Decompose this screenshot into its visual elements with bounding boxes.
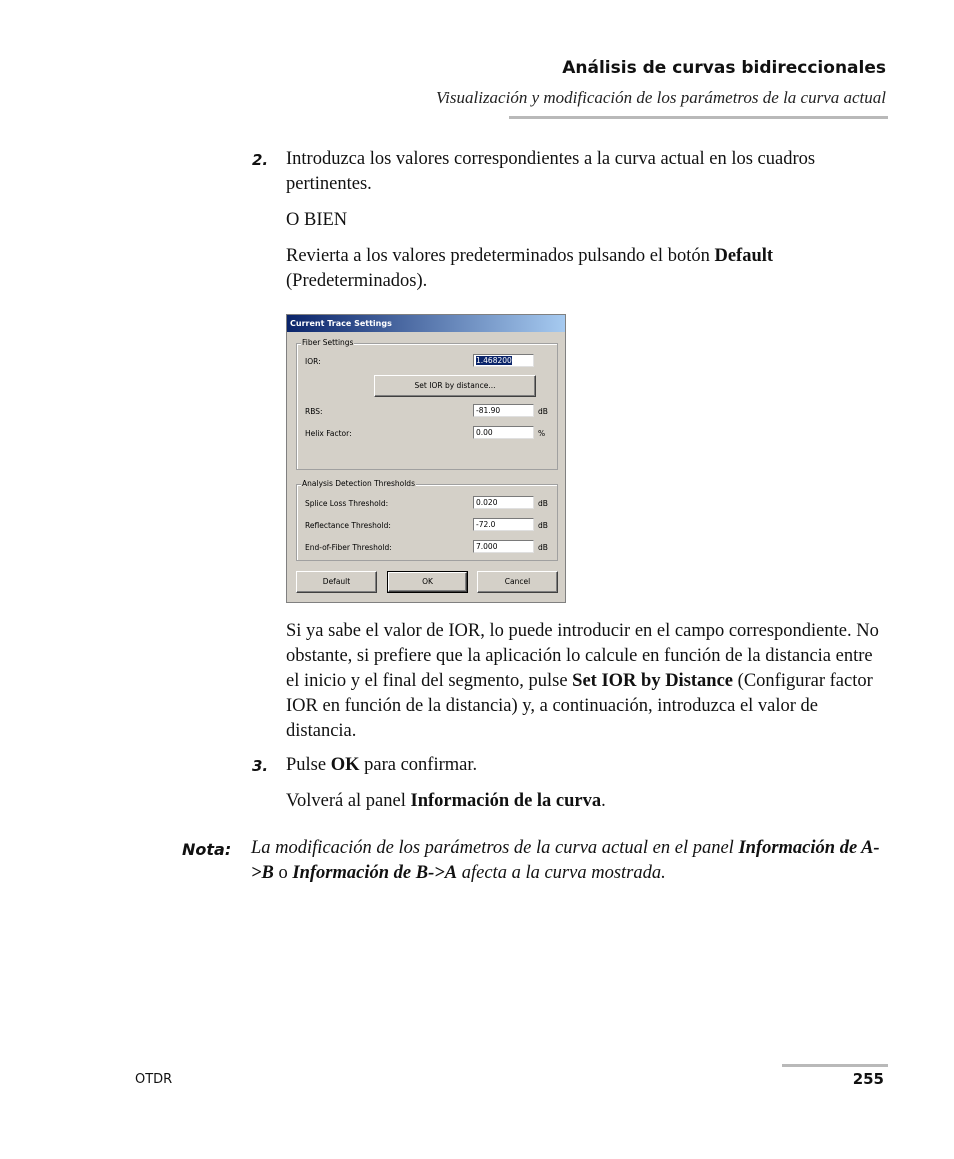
- running-header-subtitle: Visualización y modificación de los parámetros de la curva actual: [436, 88, 886, 107]
- helix-factor-input[interactable]: 0.00: [473, 426, 534, 439]
- fiber-settings-legend: Fiber Settings: [302, 338, 354, 347]
- rbs-unit: dB: [538, 407, 548, 416]
- note-text: [251, 836, 891, 886]
- revert-paragraph: [286, 244, 888, 294]
- dialog-title-bar: Current Trace Settings: [287, 315, 565, 332]
- ior-label: IOR:: [305, 357, 321, 366]
- splice-loss-unit: dB: [538, 499, 548, 508]
- reflectance-input[interactable]: -72.0: [473, 518, 534, 531]
- ior-value: 1.468200: [476, 356, 512, 365]
- ior-paragraph: [286, 619, 888, 744]
- note-text-1: La modificación de los parámetros de la curva actual en el panel: [251, 838, 739, 858]
- note-bold-1: Información de A->B: [251, 838, 880, 883]
- cancel-button[interactable]: Cancel: [477, 571, 558, 593]
- footer-rule: [782, 1064, 888, 1067]
- revert-text: Revierta a los valores predeterminados pulsando el botón: [286, 246, 715, 266]
- page-number: 255: [852, 1070, 884, 1088]
- helix-factor-unit: %: [538, 429, 546, 438]
- return-tail: .: [601, 791, 606, 811]
- step-number-2: 2.: [252, 151, 269, 169]
- end-of-fiber-label: End-of-Fiber Threshold:: [305, 543, 392, 552]
- step-3-text-2: para confirmar.: [359, 755, 478, 775]
- step-number-3: 3.: [252, 757, 269, 775]
- revert-bold: Default: [714, 246, 774, 266]
- end-of-fiber-input[interactable]: 7.000: [473, 540, 534, 553]
- ior-paragraph-bold: Set IOR by Distance: [572, 671, 734, 691]
- default-button[interactable]: Default: [296, 571, 377, 593]
- current-trace-settings-dialog: [286, 314, 566, 603]
- header-rule: [509, 116, 888, 119]
- ior-paragraph-text-2: (Configurar factor IOR en función de la distancia) y, a continuación, introduzca el valor de distancia.: [286, 671, 873, 741]
- note-label: Nota:: [182, 840, 232, 859]
- helix-factor-label: Helix Factor:: [305, 429, 352, 438]
- note-text-2: afecta a la curva mostrada.: [457, 863, 666, 883]
- note-bold-2: Información de B->A: [292, 863, 458, 883]
- return-bold: Información de la curva: [410, 791, 602, 811]
- splice-loss-input[interactable]: 0.020: [473, 496, 534, 509]
- analysis-thresholds-legend: Analysis Detection Thresholds: [302, 479, 415, 488]
- note-mid: o: [273, 863, 293, 883]
- ior-paragraph-text-1: Si ya sabe el valor de IOR, lo puede introducir en el campo correspondiente. No obstante, si prefiere que la aplicación lo calcule en función de la distancia entre el inicio y el final del segmento, pulse: [286, 621, 879, 691]
- splice-loss-label: Splice Loss Threshold:: [305, 499, 389, 508]
- return-paragraph: [286, 789, 888, 814]
- return-text: Volverá al panel: [286, 791, 411, 811]
- step-3-text-1: Pulse: [286, 755, 331, 775]
- revert-tail: (Predeterminados).: [286, 271, 428, 291]
- or-text: O BIEN: [286, 210, 348, 230]
- ok-button[interactable]: OK: [387, 571, 468, 593]
- step-3-bold: OK: [330, 755, 360, 775]
- reflectance-label: Reflectance Threshold:: [305, 521, 391, 530]
- set-ior-by-distance-button[interactable]: Set IOR by distance...: [374, 375, 536, 397]
- running-header-title: Análisis de curvas bidireccionales: [562, 58, 886, 78]
- rbs-input[interactable]: -81.90: [473, 404, 534, 417]
- rbs-label: RBS:: [305, 407, 323, 416]
- ior-input[interactable]: [473, 354, 534, 367]
- end-of-fiber-unit: dB: [538, 543, 548, 552]
- step-3-text: [286, 753, 888, 778]
- reflectance-unit: dB: [538, 521, 548, 530]
- step-2-text: Introduzca los valores correspondientes a la curva actual en los cuadros pertinentes.: [286, 149, 816, 194]
- footer-product: OTDR: [135, 1072, 173, 1087]
